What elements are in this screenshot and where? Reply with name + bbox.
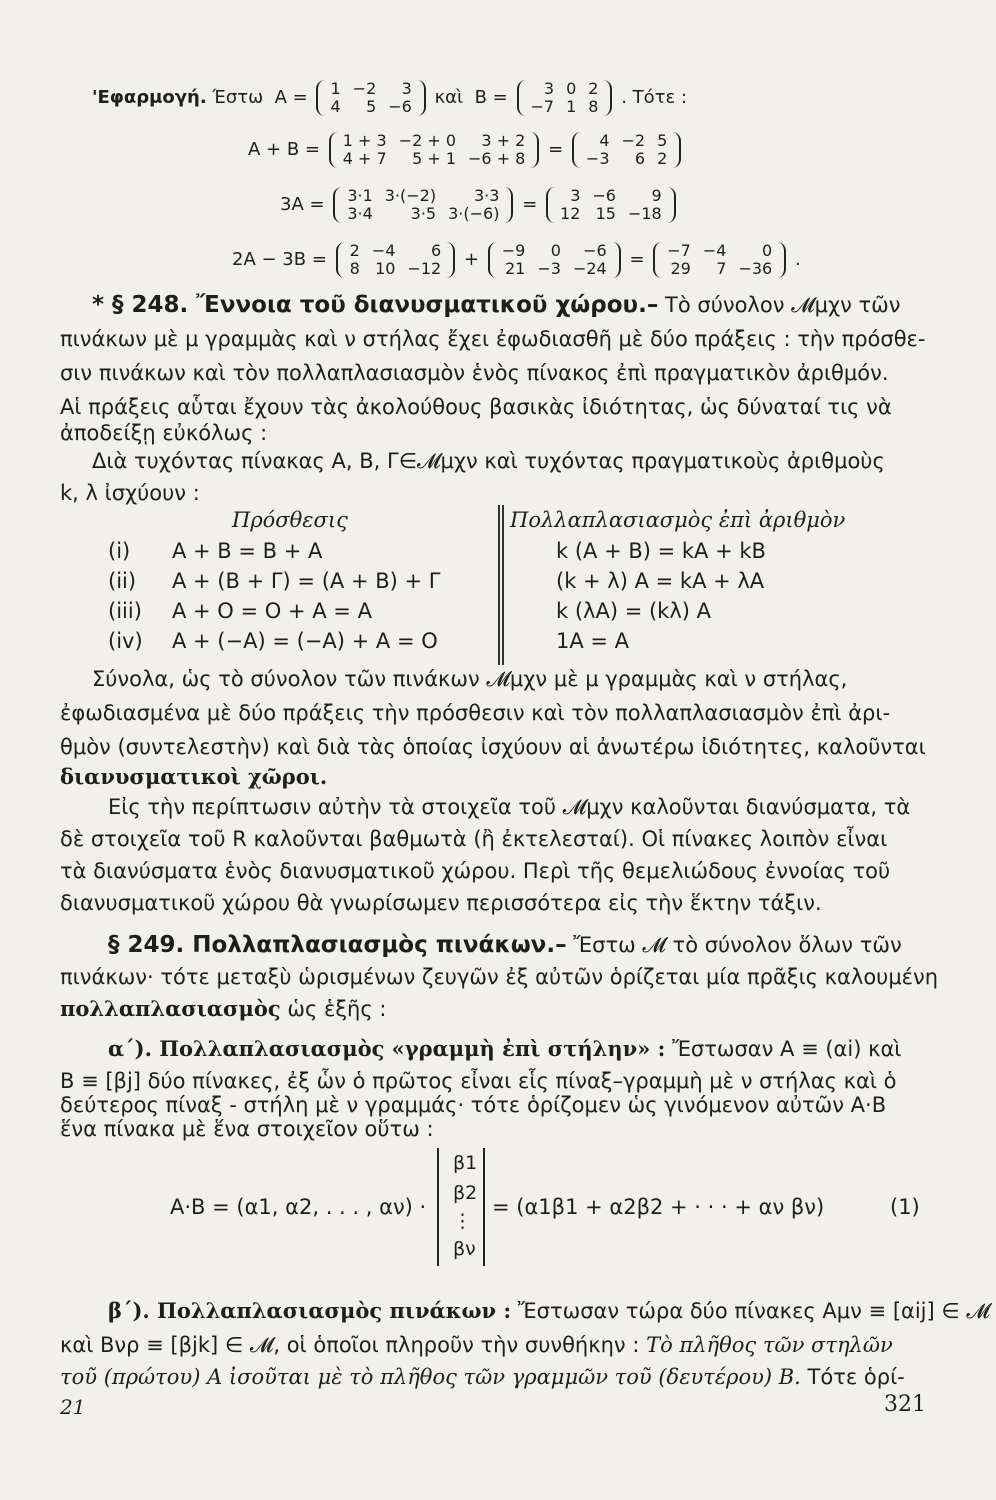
s249-heading: § 249. Πολλαπλασιασμὸς πινάκων.– <box>108 932 567 958</box>
matrix-cell: 3 + 2 <box>481 131 526 150</box>
matrix-row <box>337 132 532 150</box>
s248-line: σιν πινάκων καὶ τὸν πολλαπλασιασμὸν ἑνὸς πίνακος ἐπὶ πραγματικὸν ἀριθμόν. <box>60 361 889 385</box>
matrix-cell: 3 <box>570 186 581 205</box>
matrix-cell: 5 <box>366 97 377 116</box>
matrix-cell: 3·4 <box>347 204 373 223</box>
matrix-row <box>525 98 605 116</box>
s249-line: πινάκων· τότε μεταξὺ ὡρισμένων ζευγῶν ἐξ αὐτῶν ὁρίζεται μία πρᾶξις καλουμένη <box>60 965 939 989</box>
matrix-cell: 2 <box>657 149 668 168</box>
s248-heading: * § 248. Ἔννοια τοῦ διανυσματικοῦ χώρου.– <box>92 292 659 318</box>
matrix-cell: −7 <box>530 97 555 116</box>
s249-a-first-line: α΄). Πολλαπλασιασμὸς «γραμμὴ ἐπὶ στήλην» : Ἔστωσαν A ≡ (αi) καὶ <box>108 1036 902 1061</box>
matrix-cell: 2 <box>349 241 360 260</box>
matrix-cell: −3 <box>537 259 561 278</box>
matrix-difference-result <box>653 242 786 278</box>
matrix-minus-3B <box>488 242 621 278</box>
s249-a-line: δεύτερος πίναξ - στήλη μὲ ν γραμμάς· τότε ὁρίζομεν ὡς γινόμενον αὐτῶν A·B <box>60 1093 887 1117</box>
s248-after-line: ἐφωδιασμένα μὲ δύο πράξεις τὴν πρόσθεσιν καὶ τὸν πολλαπλασιασμὸν ἐπὶ ἀρι- <box>60 701 891 725</box>
matrix-row <box>661 242 778 260</box>
matrix-cell: 8 <box>588 97 599 116</box>
matrix-cell: 3·5 <box>410 204 437 223</box>
matrix-A <box>316 80 425 116</box>
s249-b-line: καὶ Bνρ ≡ [βjk] ∈ 𝓜, οἱ ὁποῖοι πληροῦν τὴν συνθήκην : Τὸ πλῆθος τῶν στηλῶν <box>60 1333 893 1357</box>
matrix-cell: 15 <box>595 204 616 223</box>
property-number: (ii) <box>108 569 137 593</box>
matrix-row <box>344 242 448 260</box>
s249-b-line: τοῦ (πρώτου) A ἰσοῦται μὲ τὸ πλῆθος τῶν γραμμῶν τοῦ (δευτέρου) B. Τότε ὁρί- <box>60 1365 905 1389</box>
example-sum: A + B = 1 + 3 −2 + 0 3 + 2 4 + 7 5 + 1 −6 + 8 = 4 −2 5 −3 6 2 <box>248 132 684 168</box>
matrix-cell: 12 <box>560 204 581 223</box>
addition-property: A + (B + Γ) = (A + B) + Γ <box>172 569 441 593</box>
s249-first-line: § 249. Πολλαπλασιασμὸς πινάκων.– Ἔστω 𝓜 τὸ σύνολον ὅλων τῶν <box>108 932 902 958</box>
matrix-cell: 3 <box>543 79 555 98</box>
matrix-cell: 3·1 <box>347 186 373 205</box>
matrix-cell: 29 <box>670 259 691 278</box>
scalar-property: 1A = A <box>556 629 630 653</box>
matrix-cell: 3 <box>401 79 412 98</box>
matrix-cell: −36 <box>738 259 773 278</box>
example-difference: 2A − 3B = 2 −4 6 8 10 −12 + −9 0 −6 21 −3 −24 = −7 −4 0 29 7 −36 . <box>232 241 801 278</box>
matrix-cell: 4 + 7 <box>342 149 387 168</box>
matrix-row <box>554 187 668 205</box>
matrix-cell: 6 <box>431 241 442 260</box>
matrix-cell: 6 <box>634 149 646 168</box>
matrix-cell: 0 <box>762 241 773 260</box>
s249-a-title: α΄). Πολλαπλασιασμὸς «γραμμὴ ἐπὶ στήλην» : <box>108 1036 666 1061</box>
matrix-cell: 4 <box>599 131 610 150</box>
matrix-row <box>525 80 605 98</box>
beta-1: β1 <box>453 1152 478 1174</box>
matrix-row <box>341 187 505 205</box>
example-label: 'Εφαρμογή. <box>92 87 207 108</box>
matrix-cell: 3·(−6) <box>448 204 500 223</box>
s248-first-line: * § 248. Ἔννοια τοῦ διανυσματικοῦ χώρου.– Τὸ σύνολον 𝓜μχν τῶν <box>92 292 901 318</box>
matrix-sum-expanded <box>329 132 540 168</box>
matrix-cell: 3·(−2) <box>384 186 437 205</box>
matrix-sum-result <box>572 132 681 168</box>
formula-lhs: A·B = (α1, α2, . . . , αν) · <box>170 1195 427 1219</box>
beta-dots: ⋮ <box>453 1210 472 1232</box>
matrix-cell: −12 <box>407 259 442 278</box>
column-divider <box>498 505 504 665</box>
matrix-cell: −24 <box>572 259 607 278</box>
matrix-scalar-result <box>546 187 676 223</box>
s249-b-first-line: β΄). Πολλαπλασιασμὸς πινάκων : Ἔστωσαν τώρα δύο πίνακες Aμν ≡ [αij] ∈ 𝓜 <box>108 1298 990 1323</box>
matrix-row <box>580 132 673 150</box>
beta-nu: βν <box>453 1238 476 1260</box>
s249-b-title: β΄). Πολλαπλασιασμὸς πινάκων : <box>108 1298 512 1323</box>
s248-after2-line: τὰ διανύσματα ἑνὸς διανυσματικοῦ χώρου. Περὶ τῆς θεμελιώδους ἐννοίας τοῦ <box>60 859 891 883</box>
matrix-cell: 7 <box>716 259 727 278</box>
matrix-row <box>344 260 448 278</box>
s248-after2-line: δὲ στοιχεῖα τοῦ R καλοῦνται βαθμωτὰ (ἢ ἐκτελεσταί). Οἱ πίνακες λοιπὸν εἶναι <box>60 827 888 851</box>
s248-line: Αἱ πράξεις αὗται ἔχουν τὰς ἀκολούθους βασικὰς ἰδιότητας, ὡς δύναταί τις νὰ <box>60 395 892 419</box>
s248-line: πινάκων μὲ μ γραμμὰς καὶ ν στήλας ἔχει ἐφωδιασθῆ μὲ δύο πράξεις : τὴν πρόσθε- <box>60 327 926 351</box>
matrix-cell: 10 <box>375 259 396 278</box>
matrix-row <box>661 260 778 278</box>
matrix-row <box>580 150 673 168</box>
matrix-cell: −4 <box>371 241 396 260</box>
property-number: (iii) <box>108 599 142 623</box>
matrix-cell: 4 <box>330 97 341 116</box>
matrix-row <box>324 80 417 98</box>
matrix-cell: −6 <box>583 241 607 260</box>
s249-a-line: B ≡ [βj] δύο πίνακες, ἐξ ὧν ὁ πρῶτος εἶναι εἷς πίναξ–γραμμὴ μὲ ν στήλας καὶ ὁ <box>60 1069 897 1093</box>
matrix-cell: 2 <box>588 79 599 98</box>
matrix-cell: −2 + 0 <box>398 131 457 150</box>
matrix-cell: 0 <box>550 241 561 260</box>
matrix-cell: 3·3 <box>474 186 500 205</box>
scalar-property: (k + λ) A = kA + λA <box>556 569 765 593</box>
matrix-row <box>496 242 613 260</box>
matrix-cell: 21 <box>504 259 526 278</box>
matrix-cell: −6 + 8 <box>468 149 526 168</box>
s248-after-line: Σύνολα, ὡς τὸ σύνολον τῶν πινάκων 𝓜μχν μὲ μ γραμμὰς καὶ ν στήλας, <box>92 667 848 691</box>
matrix-cell: −4 <box>702 241 727 260</box>
matrix-cell: 5 + 1 <box>412 149 457 168</box>
matrix-row <box>324 98 417 116</box>
matrix-cell: −9 <box>501 241 526 260</box>
col-title-addition: Πρόσθεσις <box>232 508 348 532</box>
term-vector-spaces: διανυσματικοὶ χῶροι. <box>60 764 328 789</box>
property-number: (i) <box>108 539 131 563</box>
matrix-cell: 8 <box>349 259 360 278</box>
matrix-cell: 0 <box>566 79 577 98</box>
formula-number: (1) <box>890 1195 920 1219</box>
s248-line: ἀποδείξῃ εὐκόλως : <box>60 421 268 445</box>
s248-line: Διὰ τυχόντας πίνακας A, B, Γ∈𝓜μχν καὶ τυχόντας πραγματικοὺς ἀριθμοὺς <box>92 449 885 473</box>
matrix-cell: −6 <box>388 97 412 116</box>
example-line-1: 'Εφαρμογή. Έστω A = 1 −2 3 4 5 −6 καὶ B = 3 0 2 −7 1 8 . Τότε : <box>92 79 688 116</box>
matrix-cell: 9 <box>651 186 662 205</box>
s249-a-line: ἕνα πίνακα μὲ ἕνα στοιχεῖον οὕτω : <box>60 1117 434 1141</box>
scalar-property: k (A + B) = kA + kB <box>556 539 766 563</box>
addition-property: A + B = B + A <box>172 539 323 563</box>
matrix-row <box>337 150 532 168</box>
matrix-B <box>517 80 613 116</box>
s249-line: πολλαπλασιασμὸς ὡς ἑξῆς : <box>60 996 387 1021</box>
matrix-row <box>341 205 505 223</box>
col-title-scalar: Πολλαπλασιασμὸς ἐπὶ ἀριθμὸν <box>510 508 846 532</box>
page-number: 321 <box>884 1392 926 1417</box>
property-number: (iv) <box>108 629 143 653</box>
s248-after2-line: διανυσματικοῦ χώρου θὰ γνωρίσωμεν περισσότερα εἰς τὴν ἕκτην τάξιν. <box>60 891 822 915</box>
matrix-cell: −6 <box>592 186 616 205</box>
matrix-cell: 1 + 3 <box>342 131 387 150</box>
column-vector-beta <box>437 1148 485 1266</box>
beta-2: β2 <box>453 1182 478 1204</box>
s248-line: k, λ ἰσχύουν : <box>60 481 200 505</box>
matrix-cell: −7 <box>667 241 691 260</box>
addition-property: A + (−A) = (−A) + A = O <box>172 629 438 653</box>
property-numbers <box>108 536 143 656</box>
term-multiplication: πολλαπλασιασμὸς <box>60 996 281 1021</box>
matrix-cell: 1 <box>330 79 341 98</box>
matrix-cell: −18 <box>627 204 662 223</box>
signature-mark: 21 <box>60 1395 86 1419</box>
matrix-cell: 1 <box>566 97 577 116</box>
matrix-cell: −3 <box>585 149 610 168</box>
s248-after-line: θμὸν (συντελεστὴν) καὶ διὰ τὰς ὁποίας ἰσχύουν αἱ ἀνωτέρω ἰδιότητες, καλοῦνται <box>60 735 926 759</box>
matrix-row <box>496 260 613 278</box>
s248-after2-line: Εἰς τὴν περίπτωσιν αὐτὴν τὰ στοιχεῖα τοῦ 𝓜μχν καλοῦνται διανύσματα, τὰ <box>108 795 911 819</box>
example-scalar: 3A = 3·1 3·(−2) 3·3 3·4 3·5 3·(−6) = 3 −6 9 12 15 −18 <box>280 187 679 223</box>
addition-properties <box>172 536 440 656</box>
matrix-cell: −2 <box>621 131 646 150</box>
addition-property: A + O = O + A = A <box>172 599 372 623</box>
scalar-properties <box>556 536 766 656</box>
scalar-property: k (λA) = (kλ) A <box>556 599 711 623</box>
matrix-cell: −2 <box>352 79 377 98</box>
matrix-scalar-expanded <box>333 187 513 223</box>
matrix-row <box>554 205 668 223</box>
formula-rhs: = (α1β1 + α2β2 + · · · + αν βν) <box>492 1195 825 1219</box>
matrix-cell: 5 <box>657 131 668 150</box>
matrix-2A <box>336 242 456 278</box>
